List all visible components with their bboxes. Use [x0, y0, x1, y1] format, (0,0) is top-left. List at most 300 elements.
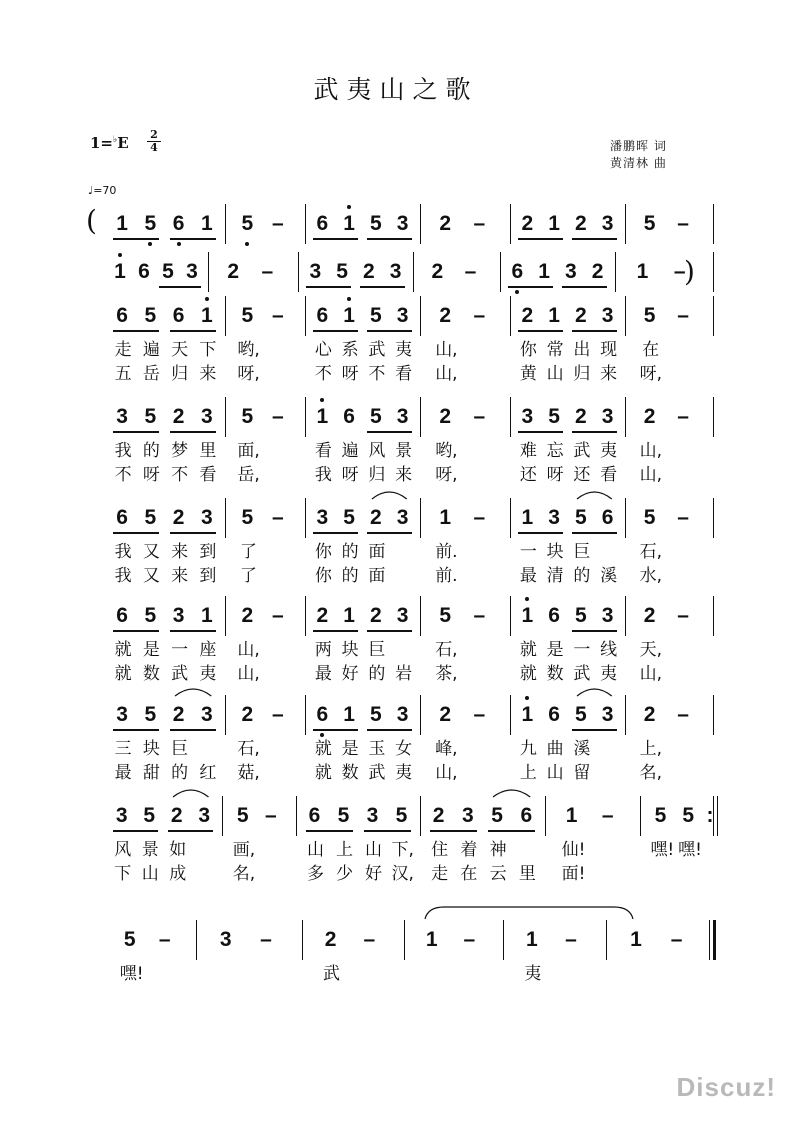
- lyric-syllable: 哟,: [435, 441, 458, 461]
- note-numeral: 6: [116, 304, 128, 327]
- low-octave-dot: [177, 242, 181, 246]
- lyric-syllable: 哟,: [237, 340, 260, 360]
- lyric-syllable: 数: [142, 664, 160, 684]
- dash: –: [261, 260, 274, 283]
- lyric-syllable: 山,: [639, 664, 663, 684]
- dash: –: [271, 703, 284, 726]
- lyric-syllable: 山: [546, 364, 564, 384]
- note-numeral: 1: [343, 703, 355, 726]
- bar-line: [420, 397, 421, 437]
- lyric-syllable: 住: [431, 840, 449, 860]
- lyric-syllable: 山: [141, 864, 159, 884]
- tie-mark: [424, 906, 634, 920]
- note-numeral: 3: [462, 804, 474, 827]
- lyric-syllable: 一: [573, 640, 591, 660]
- eighth-beam: [313, 238, 358, 240]
- lyric-syllable: 风: [368, 441, 386, 461]
- dash: –: [473, 405, 486, 428]
- eighth-beam: [306, 830, 353, 832]
- eighth-beam: [572, 431, 617, 433]
- lyric-syllable: 山,: [237, 640, 260, 660]
- dash: –: [565, 928, 577, 951]
- eighth-beam: [367, 729, 412, 731]
- high-octave-dot: [320, 398, 324, 402]
- note-numeral: 1: [201, 304, 213, 327]
- note-numeral: 3: [601, 604, 614, 627]
- note-numeral: 5: [370, 405, 382, 428]
- lyric-syllable: 就: [114, 664, 132, 684]
- note-numeral: 3: [198, 804, 211, 827]
- note-numeral: 2: [521, 304, 534, 327]
- lyric-syllable: 呀: [546, 465, 564, 485]
- lyric-syllable: 山,: [237, 664, 260, 684]
- lyric-syllable: 走: [114, 340, 132, 360]
- note-numeral: 3: [601, 405, 614, 428]
- bar-line: [625, 204, 626, 244]
- lyric-syllable: 神: [489, 840, 507, 860]
- note-numeral: 1: [525, 928, 538, 951]
- bar-line: [225, 596, 226, 636]
- note-numeral: 6: [511, 260, 524, 283]
- lyric-syllable: 系: [341, 340, 359, 360]
- lyric-syllable: 巨: [171, 739, 189, 759]
- eighth-beam: [488, 830, 535, 832]
- note-numeral: 3: [316, 506, 329, 529]
- dash: –: [463, 928, 476, 951]
- lyric-syllable: 在: [642, 340, 660, 360]
- dash: –: [363, 928, 376, 951]
- bar-line: [510, 296, 511, 336]
- bar-line: [420, 796, 421, 836]
- eighth-beam: [313, 630, 358, 632]
- lyric-syllable: 前.: [435, 542, 458, 562]
- eighth-beam: [170, 630, 216, 632]
- note-numeral: 1: [548, 212, 560, 235]
- note-numeral: 3: [396, 604, 409, 627]
- bar-line: [208, 252, 209, 292]
- note-numeral: 3: [396, 405, 409, 428]
- note-numeral: 6: [172, 304, 185, 327]
- dash: –: [271, 604, 284, 627]
- lyric-syllable: 了: [239, 542, 257, 562]
- eighth-beam: [113, 729, 159, 731]
- lyric-syllable: 夷: [395, 340, 413, 360]
- note-numeral: 2: [575, 304, 587, 327]
- note-numeral: 6: [316, 703, 329, 726]
- note-numeral: 5: [682, 804, 695, 827]
- lyricist-credit: 潘鹏晖 词: [610, 139, 667, 153]
- lyric-syllable: 夷: [199, 664, 217, 684]
- lyric-syllable: 呀: [341, 364, 359, 384]
- lyric-syllable: 看: [199, 465, 217, 485]
- lyric-syllable: 呀,: [237, 364, 260, 384]
- eighth-beam: [168, 830, 214, 832]
- note-numeral: 6: [308, 804, 321, 827]
- lyric-syllable: 最: [114, 763, 132, 783]
- lyric-syllable: 景: [395, 441, 413, 461]
- lyric-syllable: 溪: [600, 566, 618, 586]
- lyric-syllable: 岳: [142, 364, 160, 384]
- lyric-syllable: 一: [519, 542, 537, 562]
- lyric-syllable: 梦: [171, 441, 189, 461]
- bar-line: [225, 296, 226, 336]
- lyric-syllable: 呀: [341, 465, 359, 485]
- lyric-syllable: 就: [519, 640, 537, 660]
- note-numeral: 6: [138, 260, 150, 283]
- note-numeral: 3: [115, 804, 128, 827]
- note-numeral: 3: [396, 212, 409, 235]
- bar-line: [640, 796, 641, 836]
- eighth-beam: [518, 238, 563, 240]
- lyric-syllable: 武: [573, 441, 591, 461]
- dash: –: [473, 506, 486, 529]
- meter-top: 2: [150, 128, 158, 141]
- eighth-beam: [113, 830, 159, 832]
- note-numeral: 1: [343, 212, 355, 235]
- dash: –: [264, 804, 277, 827]
- lyric-syllable: 就: [114, 640, 132, 660]
- note-numeral: 5: [575, 506, 587, 529]
- bar-line: [625, 397, 626, 437]
- dash: –: [601, 804, 614, 827]
- note-numeral: 3: [116, 703, 128, 726]
- lyric-syllable: 归: [171, 364, 189, 384]
- lyric-syllable: 嘿!: [678, 840, 702, 860]
- lyric-syllable: 呀,: [435, 465, 458, 485]
- bar-line: [500, 252, 501, 292]
- lyric-syllable: 忘: [546, 441, 564, 461]
- lyric-syllable: 了: [239, 566, 257, 586]
- bar-line: [615, 252, 616, 292]
- bar-line: [503, 920, 504, 960]
- bar-line: [606, 920, 607, 960]
- dash: –: [271, 304, 284, 327]
- note-numeral: 3: [601, 212, 614, 235]
- lyric-syllable: 两: [314, 640, 332, 660]
- lyric-syllable: 里: [199, 441, 217, 461]
- note-numeral: 1: [201, 604, 213, 627]
- lyric-syllable: 呀: [142, 465, 160, 485]
- note-numeral: 1: [343, 304, 355, 327]
- low-octave-dot: [320, 733, 324, 737]
- lyric-syllable: 数: [341, 763, 359, 783]
- note-numeral: 5: [370, 304, 382, 327]
- lyric-syllable: 山,: [435, 364, 458, 384]
- lyric-syllable: 石,: [237, 739, 260, 759]
- lyric-syllable: 线: [600, 640, 618, 660]
- note-numeral: 5: [144, 703, 157, 726]
- bar-line: [420, 695, 421, 735]
- eighth-beam: [113, 238, 159, 240]
- note-numeral: 5: [241, 304, 254, 327]
- lyric-syllable: 好: [365, 864, 382, 884]
- lyric-syllable: 九: [519, 739, 537, 759]
- note-numeral: 1: [521, 703, 534, 726]
- key-prefix: 1=: [90, 134, 114, 152]
- lyric-syllable: 巨: [368, 640, 386, 660]
- lyric-syllable: 嘿!: [119, 964, 144, 984]
- eighth-beam: [113, 532, 159, 534]
- note-numeral: 5: [548, 405, 560, 428]
- note-numeral: 2: [172, 506, 185, 529]
- note-numeral: 5: [144, 212, 157, 235]
- note-numeral: 2: [432, 804, 445, 827]
- note-numeral: 2: [521, 212, 534, 235]
- eighth-beam: [360, 286, 405, 288]
- note-numeral: 2: [439, 212, 452, 235]
- dash: –: [473, 304, 486, 327]
- note-numeral: 6: [520, 804, 533, 827]
- lyric-syllable: 最: [314, 664, 332, 684]
- note-numeral: 1: [316, 405, 329, 428]
- dash: –: [677, 304, 689, 327]
- note-numeral: 2: [227, 260, 240, 283]
- lyric-syllable: 巨: [573, 542, 591, 562]
- note-numeral: 5: [236, 804, 249, 827]
- note-numeral: 3: [601, 304, 614, 327]
- note-numeral: 3: [366, 804, 379, 827]
- note-numeral: 1: [116, 212, 128, 235]
- lyric-syllable: 我: [114, 441, 132, 461]
- eighth-beam: [572, 729, 617, 731]
- dash: –: [271, 405, 284, 428]
- note-numeral: 2: [439, 304, 452, 327]
- note-numeral: 5: [643, 304, 656, 327]
- note-numeral: 3: [219, 928, 232, 951]
- note-numeral: 5: [370, 212, 382, 235]
- note-numeral: 5: [439, 604, 452, 627]
- eighth-beam: [364, 830, 411, 832]
- lyric-syllable: 在: [460, 864, 478, 884]
- lyric-syllable: 座: [199, 640, 217, 660]
- final-bar-thick: [713, 920, 716, 960]
- note-numeral: 6: [316, 304, 329, 327]
- bar-line: [713, 498, 714, 538]
- eighth-beam: [518, 330, 563, 332]
- lyric-syllable: 山,: [435, 340, 458, 360]
- key-signature: [90, 134, 129, 152]
- lyric-syllable: 夷: [524, 964, 542, 984]
- lyric-syllable: 景: [141, 840, 159, 860]
- note-numeral: 1: [538, 260, 550, 283]
- lyric-syllable: 块: [546, 542, 564, 562]
- high-octave-dot: [347, 205, 351, 209]
- bar-line: [225, 695, 226, 735]
- lyric-syllable: 的: [341, 542, 359, 562]
- intro-open-paren: (: [86, 204, 97, 237]
- lyric-syllable: 面: [368, 542, 386, 562]
- bar-line: [222, 796, 223, 836]
- eighth-beam: [170, 532, 216, 534]
- lyric-syllable: 块: [341, 640, 359, 660]
- dash: –: [673, 260, 686, 283]
- note-numeral: 1: [630, 928, 642, 951]
- eighth-beam: [430, 830, 477, 832]
- lyric-syllable: 山,: [639, 441, 663, 461]
- composer-credit: 黄清林 曲: [610, 156, 667, 170]
- lyric-syllable: 的: [142, 441, 160, 461]
- note-numeral: 1: [343, 604, 355, 627]
- eighth-beam: [113, 630, 159, 632]
- eighth-beam: [170, 330, 216, 332]
- note-numeral: 3: [601, 703, 614, 726]
- lyric-syllable: 心: [314, 340, 332, 360]
- lyric-syllable: 就: [314, 763, 332, 783]
- lyric-syllable: 下: [199, 340, 217, 360]
- lyric-syllable: 峰,: [435, 739, 458, 759]
- note-numeral: 2: [575, 405, 587, 428]
- note-numeral: 3: [116, 405, 128, 428]
- bar-line: [625, 596, 626, 636]
- dash: –: [677, 405, 689, 428]
- note-numeral: 2: [241, 604, 254, 627]
- lyric-syllable: 是: [142, 640, 160, 660]
- lyric-syllable: 成: [169, 864, 187, 884]
- lyric-syllable: 汉,: [391, 864, 414, 884]
- note-numeral: 5: [144, 506, 157, 529]
- note-numeral: 5: [370, 703, 382, 726]
- lyric-syllable: 上: [336, 840, 353, 860]
- lyric-syllable: 难: [519, 441, 537, 461]
- lyric-syllable: 山: [546, 763, 564, 783]
- note-numeral: 5: [575, 604, 587, 627]
- note-numeral: 2: [439, 405, 452, 428]
- dash: –: [677, 212, 689, 235]
- lyric-syllable: 遍: [142, 340, 160, 360]
- lyric-syllable: 就: [519, 664, 537, 684]
- note-numeral: 5: [144, 604, 157, 627]
- bar-line: [420, 296, 421, 336]
- lyric-syllable: 归: [573, 364, 591, 384]
- note-numeral: 2: [170, 804, 183, 827]
- lyric-syllable: 不: [314, 364, 332, 384]
- note-numeral: 6: [116, 604, 128, 627]
- lyric-syllable: 出: [573, 340, 591, 360]
- lyric-syllable: 留: [573, 763, 591, 783]
- lyric-syllable: 武: [368, 763, 386, 783]
- bar-line: [713, 695, 714, 735]
- note-numeral: 6: [343, 405, 355, 428]
- note-numeral: 1: [565, 804, 578, 827]
- key-letter: E: [117, 134, 129, 152]
- note-numeral: 6: [172, 212, 185, 235]
- lyric-syllable: 风: [114, 840, 132, 860]
- lyric-syllable: 数: [546, 664, 564, 684]
- lyric-syllable: 归: [368, 465, 386, 485]
- bar-line: [302, 920, 303, 960]
- note-numeral: 3: [565, 260, 577, 283]
- lyric-syllable: 嘿!: [650, 840, 675, 860]
- lyric-syllable: 看: [314, 441, 332, 461]
- repeat-sign: :: [706, 804, 714, 827]
- lyric-syllable: 的: [573, 566, 591, 586]
- lyric-syllable: 清: [546, 566, 564, 586]
- eighth-beam: [367, 532, 412, 534]
- high-octave-dot: [525, 696, 529, 700]
- eighth-beam: [508, 286, 553, 288]
- low-octave-dot: [148, 242, 152, 246]
- note-numeral: 2: [643, 703, 656, 726]
- note-numeral: 2: [316, 604, 329, 627]
- lyric-syllable: 夷: [395, 763, 413, 783]
- lyric-syllable: 我: [114, 566, 132, 586]
- eighth-beam: [306, 286, 351, 288]
- dash: –: [473, 212, 486, 235]
- meter-bottom: 4: [150, 141, 158, 154]
- lyric-syllable: 云: [489, 864, 507, 884]
- lyric-syllable: 夷: [600, 664, 618, 684]
- lyric-syllable: 岩: [395, 664, 413, 684]
- lyric-syllable: 山,: [435, 763, 458, 783]
- note-numeral: 5: [491, 804, 503, 827]
- lyric-syllable: 走: [431, 864, 449, 884]
- note-numeral: 5: [241, 506, 254, 529]
- lyric-syllable: 山: [307, 840, 324, 860]
- note-numeral: 5: [395, 804, 408, 827]
- note-numeral: 3: [201, 405, 213, 428]
- eighth-beam: [159, 286, 201, 288]
- dash: –: [260, 928, 272, 951]
- lyric-syllable: 着: [460, 840, 478, 860]
- note-numeral: 2: [575, 212, 587, 235]
- bar-line: [420, 498, 421, 538]
- lyric-syllable: 天,: [639, 640, 663, 660]
- dash: –: [677, 703, 689, 726]
- tempo-mark: ♩=70: [88, 184, 117, 197]
- lyric-syllable: 女: [395, 739, 413, 759]
- bar-line: [420, 204, 421, 244]
- lyric-syllable: 来: [600, 364, 618, 384]
- eighth-beam: [518, 532, 563, 534]
- lyric-syllable: 黄: [519, 364, 537, 384]
- note-numeral: 2: [172, 703, 185, 726]
- note-numeral: 1: [201, 212, 213, 235]
- lyric-syllable: 面!: [561, 864, 586, 884]
- lyric-syllable: 常: [546, 340, 564, 360]
- lyric-syllable: 武: [171, 664, 189, 684]
- note-numeral: 5: [162, 260, 174, 283]
- high-octave-dot: [347, 297, 351, 301]
- lyric-syllable: 的: [341, 566, 359, 586]
- eighth-beam: [367, 238, 412, 240]
- bar-line: [298, 252, 299, 292]
- eighth-beam: [170, 238, 216, 240]
- eighth-beam: [518, 431, 563, 433]
- bar-line: [713, 397, 714, 437]
- dash: –: [473, 604, 486, 627]
- lyric-syllable: 水,: [639, 566, 663, 586]
- high-octave-dot: [525, 597, 529, 601]
- note-numeral: 2: [370, 506, 382, 529]
- note-numeral: 2: [439, 703, 452, 726]
- lyric-syllable: 下: [114, 864, 132, 884]
- lyric-syllable: 不: [171, 465, 189, 485]
- lyric-syllable: 遍: [341, 441, 359, 461]
- lyric-syllable: 仙!: [561, 840, 586, 860]
- low-octave-dot: [515, 290, 519, 294]
- eighth-beam: [313, 330, 358, 332]
- note-numeral: 1: [521, 604, 534, 627]
- lyric-syllable: 名,: [232, 864, 256, 884]
- bar-line: [510, 204, 511, 244]
- high-octave-dot: [205, 297, 209, 301]
- lyric-syllable: 武: [323, 964, 341, 984]
- bar-line: [305, 397, 306, 437]
- lyric-syllable: 的: [368, 664, 386, 684]
- bar-line: [225, 498, 226, 538]
- lyric-syllable: 来: [199, 364, 217, 384]
- eighth-beam: [562, 286, 607, 288]
